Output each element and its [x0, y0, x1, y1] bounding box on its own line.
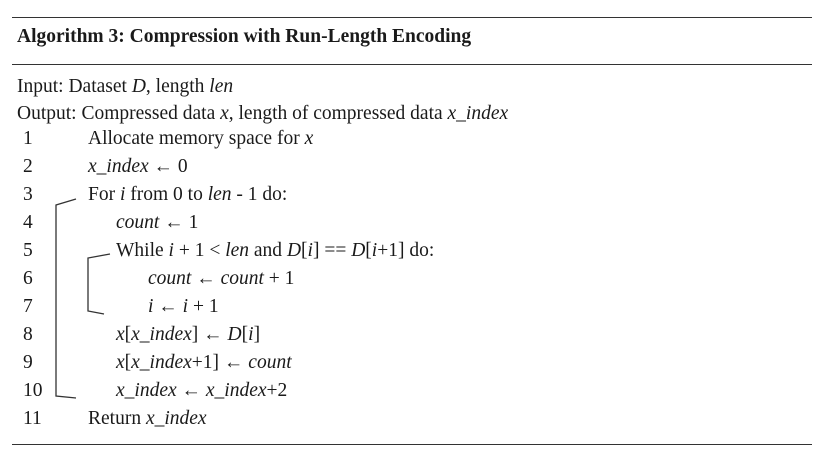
input-len-var: len: [209, 76, 234, 97]
code-token: + 1 <: [173, 240, 226, 261]
variable-token: i: [307, 240, 313, 261]
input-prefix: Input: Dataset: [17, 76, 132, 97]
line-code: [88, 128, 313, 150]
variable-token: x_index: [88, 156, 149, 177]
top-rule: [12, 17, 812, 18]
variable-token: D: [227, 324, 242, 345]
code-token: Return: [88, 408, 146, 429]
variable-token: x: [116, 324, 125, 345]
variable-token: i: [148, 296, 154, 317]
code-token: [: [241, 324, 249, 345]
variable-token: len: [207, 184, 232, 205]
variable-token: i: [371, 240, 378, 261]
code-token: +1] ←: [191, 352, 249, 373]
code-token: [: [124, 324, 132, 345]
line-code: [116, 212, 198, 234]
line-number: 7: [23, 296, 33, 317]
code-token: ← 1: [159, 212, 199, 233]
line-code: [148, 296, 219, 318]
variable-token: i: [182, 296, 189, 317]
variable-token: i: [168, 240, 174, 261]
input-mid: , length: [145, 76, 210, 97]
code-token: and: [249, 240, 287, 261]
code-token: ←: [153, 296, 183, 317]
line-code: [116, 352, 292, 374]
variable-token: count: [248, 352, 292, 373]
code-token: ←: [176, 380, 206, 401]
output-x-index-var: x_index: [447, 103, 509, 124]
code-token: + 1: [263, 268, 295, 289]
variable-token: count: [116, 212, 160, 233]
variable-token: count: [220, 268, 264, 289]
line-number: 2: [23, 156, 33, 177]
line-number: 9: [23, 352, 33, 373]
input-dataset-var: D: [131, 76, 146, 97]
variable-token: count: [148, 268, 192, 289]
variable-token: D: [351, 240, 366, 261]
code-token: +2: [266, 380, 288, 401]
line-number: 4: [23, 212, 33, 233]
code-token: [: [124, 352, 132, 373]
algorithm-title: Algorithm 3: Compression with Run-Length Encoding: [17, 26, 472, 47]
variable-token: x_index: [116, 380, 177, 401]
code-token: - 1 do:: [231, 184, 288, 205]
variable-token: i: [119, 184, 126, 205]
variable-token: x_index: [131, 324, 192, 345]
variable-token: len: [225, 240, 250, 261]
line-number: 1: [23, 128, 33, 149]
code-token: + 1: [188, 296, 219, 317]
variable-token: x: [116, 352, 125, 373]
code-token: ] ←: [191, 324, 228, 345]
input-line: [17, 76, 233, 98]
code-token: ] ==: [312, 240, 352, 261]
output-line: [17, 103, 508, 125]
for-loop-bracket: [56, 199, 76, 398]
while-loop-bracket: [88, 254, 110, 314]
variable-token: x_index: [145, 408, 207, 429]
line-number: 5: [23, 240, 33, 261]
output-prefix: Output: Compressed data: [17, 103, 221, 124]
code-token: from 0 to: [125, 184, 208, 205]
code-token: +1] do:: [377, 240, 435, 261]
line-code: [88, 184, 287, 206]
output-mid: , length of compressed data: [228, 103, 448, 124]
header-rule: [12, 64, 812, 65]
line-code: [116, 240, 434, 262]
code-token: Allocate memory space for: [88, 128, 305, 149]
code-token: [: [365, 240, 372, 261]
line-number: 8: [23, 324, 33, 345]
code-token: ←: [191, 268, 221, 289]
variable-token: i: [248, 324, 254, 345]
line-code: [148, 268, 294, 290]
output-x-var: x: [220, 103, 229, 124]
line-code: [116, 380, 287, 402]
variable-token: x: [304, 128, 314, 149]
code-token: For: [88, 184, 120, 205]
line-number: 6: [23, 268, 33, 289]
line-code: [88, 156, 188, 178]
variable-token: x_index: [205, 380, 267, 401]
code-token: [: [301, 240, 308, 261]
variable-token: D: [286, 240, 302, 261]
variable-token: x_index: [131, 352, 192, 373]
code-token: While: [116, 240, 169, 261]
line-code: [88, 408, 207, 430]
code-token: ← 0: [148, 156, 188, 177]
code-token: ]: [253, 324, 261, 345]
line-number: 10: [23, 380, 43, 401]
line-number: 11: [23, 408, 42, 429]
bottom-rule: [12, 444, 812, 445]
line-number: 3: [23, 184, 33, 205]
line-code: [116, 324, 260, 346]
